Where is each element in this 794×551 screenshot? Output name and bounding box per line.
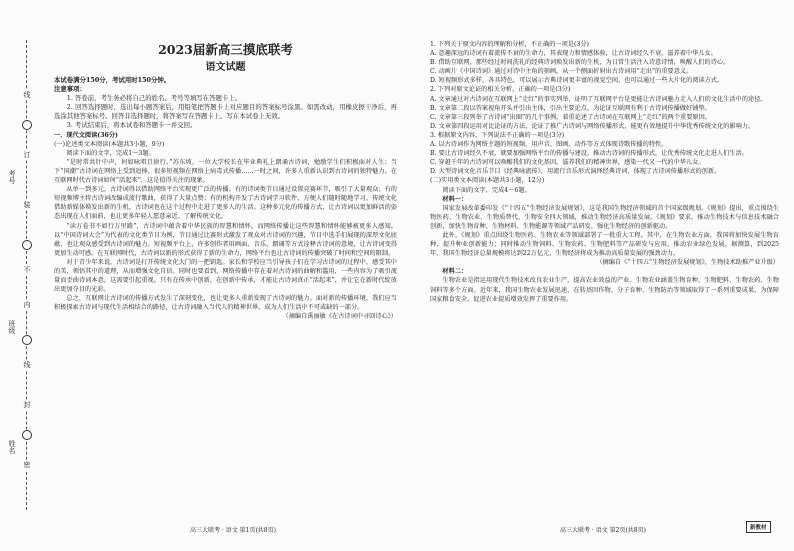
exam-no-label: 考号 [8,170,16,184]
left-column [54,76,397,322]
article-paragraph: 对于青少年来说，古诗词是打开传统文化大门的一把钥匙。家长和学校应当引导孩子们在学习古诗词的过程中，感受其中的美，领悟其中的道理，从而增强文化自信。同时也要看到，网络传播中存在着对古诗词的曲解和滥用，一些内容为了吸引流量而歪曲诗词本意，这需要引起重视。只有在传承中创新，在创新中传承，才能让古诗词真正“活起来”，并让它在新时代绽放出更加夺目的光彩。 [54,258,397,294]
material-source: （摘编自《“十四五”生物经济发展规划》，生物技术助推产业升级） [596,259,779,267]
binding-hole [22,430,32,440]
question-option: D. 文章第四段运用对比论证的方法，论证了推广古诗词与网络传播形式，能更有效地提升中华优秀传统文化的影响力。 [430,122,755,130]
material-label: 材料一： [442,195,468,203]
reading-instruction: 阅读下面的文字，完成1～3题。 [66,149,155,157]
article-paragraph: 总之，互联网让古诗词的传播方式发生了深刻变化，也让更多人重新发现了古诗词的魅力。面对新的传播环境，我们应当积极探索古诗词与现代生活相结合的路径，让古诗词融入当代人的精神世界，成为人们生活中不可或缺的一部分。 [54,295,397,312]
seal-char: 不 [21,265,33,275]
reading-instruction: 阅读下面的文字，完成4～6题。 [442,186,531,194]
exam-title: 2023届新高三摸底联考 [158,42,293,57]
question-option: C. 动画片《中国诗词》通过对诗中主角的刻画，从一个侧面折射出古诗词用“走出”的重要意义。 [430,68,693,76]
material-paragraph: 此外，《规划》重点围绕生物医药、生物农业等领域部署了一批重大工程。其中，在生物农业方面，我国将加快发展生物育种，提升种业创新能力；同时推动生物饲料、生物农药、生物肥料等产品研发与应用，推动农业绿色发展。据测算，到2025年，我国生物经济总量规模将达到22万亿元，生物经济将成为推动高质量发展的强劲动力。 [430,231,779,258]
question-stem: 1. 下列关于原文内容的理解和分析，不正确的一项是(3分) [430,41,589,48]
binding-sidebar [4,40,38,520]
subsection-heading: (一)论述类文本阅读(本题共3小题，9分) [54,140,165,148]
footer-page-right: 高三大联考 · 语文 第2页(共8页) [560,527,646,534]
article-paragraph: “是时常共针中声，何如咏唱且徐行。”苏东坡，一位大学校长在毕业典礼上朗诵古诗词，勉励学生们积极面对人生；当下“国潮”古诗词在网络上受到追捧，很多短视频在网络上病毒式传播……一时之间，许多人重新认识到古诗词的独特魅力。在互联网时代古诗词如何“活起来”，这是值得关注的现象。 [54,158,397,185]
name-label: 姓名 [8,440,16,454]
question-stem: 3. 根据原文内容，下列说法不正确的一项是(3分) [430,131,565,139]
class-label: 班级 [8,320,16,334]
article-paragraph: “读万卷书不如行万里路”，古诗词中蕴含着中华民族的智慧和情怀，而网络传播让这些智慧和情怀能够被更多人感知。以“中国诗词大会”为代表的文化类节目为例，节目通过比赛形式激发了观众对古诗词的兴趣，节目中选手们展现的深厚文化底蕴，也让观众感受到古诗词的魅力。短视频平台上，许多创作者用画面、音乐、朗诵等方式诠释古诗词的意境，让古诗词变得更加生动可感。在互联网时代，古诗词以新的形式获得了新的生命力，网络平台也让古诗词的传播突破了时间和空间的限制。 [54,222,397,257]
question-option: D. 大型诗词文化音乐节目《经典咏流传》，用流行音乐形式演绎经典诗词，体现了古诗词传播形式的创新。 [430,168,721,176]
seal-char: 封 [21,400,33,410]
seal-char: 订 [21,150,33,160]
material-paragraph: 生物农业是指运用现代生物技术改良农业生产，提高农业效益的产业。生物农业涵盖生物育种、生物肥料、生物农药、生物饲料等多个方面。近年来，我国生物农业发展迅速，在转基因作物、分子育种、生物防治等领域取得了一系列重要成果，为保障国家粮食安全、促进农业提质增效发挥了重要作用。 [430,277,779,303]
article-paragraph: 从单一到多元，古诗词得以借助网络平台实现更广泛的传播。有的诗词类节目通过设置竞赛环节，吸引了大量观众；有的短视频博主将古诗词改编成流行歌曲，获得了大量点赞；有的机构开发了古诗词学习软件，方便人们随时随地学习。传统文化借助新媒体焕发出新的生机，古诗词也在这个过程中走进了更多人的生活。这种多元化的传播方式，让古诗词以更加鲜活的姿态出现在人们面前，也让更多年轻人愿意亲近、了解传统文化。 [54,186,397,221]
seal-char: 装 [21,200,33,210]
binding-hole [22,120,32,130]
note-item: 3. 考试结束后，将本试卷和答题卡一并交回。 [66,121,197,130]
question-option: A. 以古诗词作为网络主题的短视频，用声音、图画、动作等方式体现诗歌传播的特性。 [430,141,668,149]
question-option: D. 短视频形式多样，各具特色，可以展示古典诗词更丰富的视觉空间，也可以通过一些大片化的阅读方式。 [430,77,724,85]
score-time: 本试卷满分150分，考试用时150分钟。 [54,76,171,84]
section-heading: 一、现代文阅读(36分) [54,131,118,139]
notes-heading: 注意事项： [54,85,86,94]
footer-page-left: 高三大联考 · 语文 第1页(共8页) [190,527,276,534]
question-option: B. 借助互联网，那些经过时间洗礼的经典诗词焕发出新的生机，为日常生活注入诗意诗情，唤醒人们的诗心。 [430,59,730,67]
question-option: A. 意趣深远的诗词有着流传不衰的生命力，其表现力和情感体验，让古诗词经久不衰，滋养着中华儿女。 [430,50,717,58]
right-column [430,40,779,304]
seal-char: 线 [21,360,33,370]
seal-char: 线 [21,90,33,100]
question-option: B. 文章第二段以答案视角开头并引出主体，引出主要论点，为论证互联网有利于古诗词传播做好铺垫。 [430,104,711,112]
article-source: （摘编自禹丽敏《在古诗词中寻回诗心》） [282,313,397,321]
new-textbook-badge: 新教材 [746,521,771,533]
binding-hole [22,240,32,250]
note-item: 2. 回答选择题时，选出每小题答案后，用铅笔把答题卡上对应题目的答案标号涂黑。如需改动，用橡皮擦干净后，再选涂其他答案标号。回答非选择题时，将答案写在答题卡上。写在本试卷上无效。 [54,103,397,121]
seal-char: 内 [21,300,33,310]
question-option: A. 文章通过对古诗词在互联网上“走红”的事实列举，证明了互联网平台是更能让古诗词魅力走入人们的文化生活中的途径。 [430,95,767,103]
material-label: 材料二： [442,268,468,276]
question-stem: 2. 下列对原文论证的相关分析，正确的一项是(3分) [430,86,571,94]
binding-hole [22,335,32,345]
question-option: C. 穿越千年的古诗词可以唤醒我们的文化基因，滋养我们的精神世界，感染一代又一代的中华儿女。 [430,159,705,167]
question-option: B. 要让古诗词经久不衰，就要加强网络平台的传播与建设，推动古诗词的传播形式，让优秀传统文化走进人们生活。 [430,150,748,158]
seal-char: 密 [21,460,33,470]
subject-title: 语文试题 [205,62,246,73]
material-paragraph: 国家发展改革委印发《“十四五”生物经济发展规划》，这是我国生物经济领域的首个国家级规划。《规划》提出，重点围绕生物医药、生物农业、生物质替代、生物安全四大领域，推动生物经济高质量发展。《规划》要求，推动生物技术与信息技术融合创新，加快生物育种、生物材料、生物能源等领域产品研发，强化生物经济的创新驱动。 [430,204,779,230]
question-option: C. 文章第三段列举了古诗词“出圈”的几个事例，着重论述了古诗词在互联网上“走红”的两个重要原因。 [430,113,711,121]
subsection-heading: (二)实用类文本阅读(本题共3小题，12分) [430,177,545,185]
note-item: 1. 答卷前，考生务必将自己的姓名、考号等填写在答题卡上。 [66,94,242,103]
